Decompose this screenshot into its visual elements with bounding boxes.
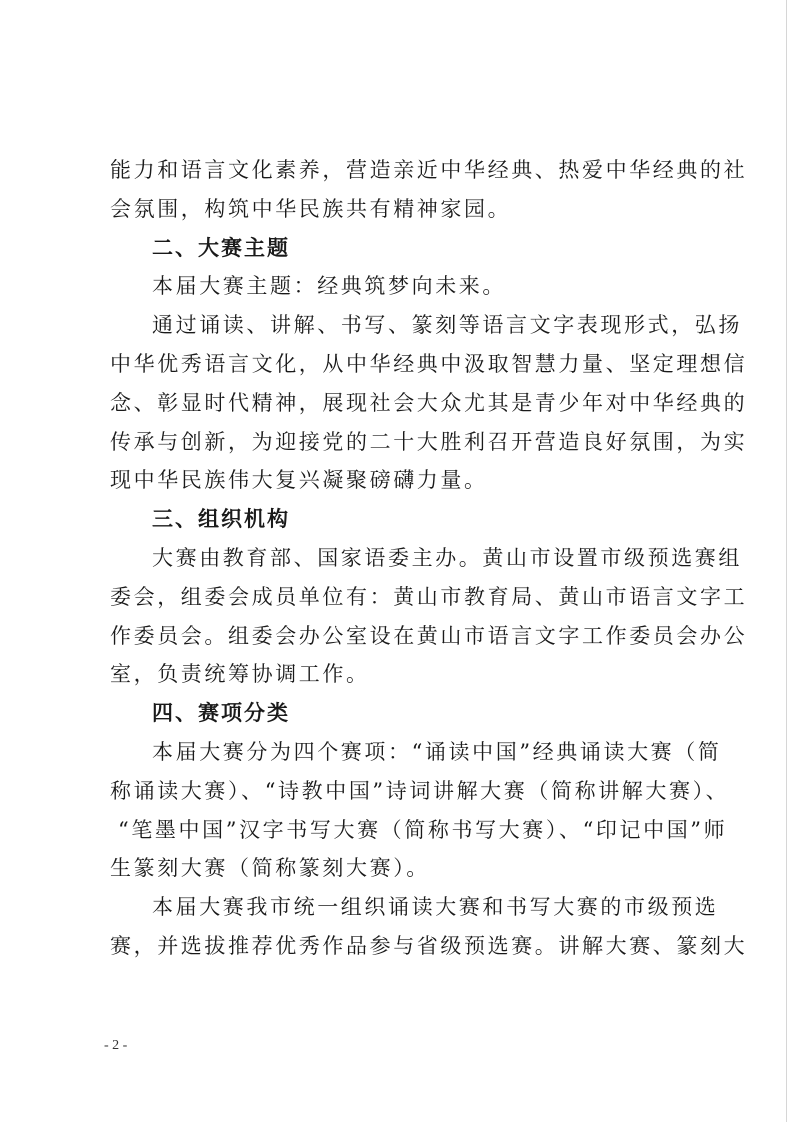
body-text-line: “笔墨中国”汉字书写大赛（简称书写大赛）、“印记中国”师 xyxy=(118,818,728,842)
body-text-line: 念、彰显时代精神，展现社会大众尤其是青少年对中华经典的 xyxy=(110,391,748,415)
body-text-line: 赛，并选拔推荐优秀作品参与省级预选赛。讲解大赛、篆刻大 xyxy=(110,934,748,958)
section-heading-theme: 二、大赛主题 xyxy=(152,236,290,260)
body-text-line: 生篆刻大赛（简称篆刻大赛）。 xyxy=(110,856,430,880)
body-text-line: 本届大赛我市统一组织诵读大赛和书写大赛的市级预选 xyxy=(152,895,719,919)
body-text-line: 作委员会。组委会办公室设在黄山市语言文字工作委员会办公 xyxy=(110,624,748,648)
body-text-line: 通过诵读、讲解、书写、篆刻等语言文字表现形式，弘扬 xyxy=(152,313,742,337)
body-text-line: 委会，组委会成员单位有：黄山市教育局、黄山市语言文字工 xyxy=(110,585,748,609)
section-heading-organization: 三、组织机构 xyxy=(152,507,290,531)
body-text-line: 传承与创新，为迎接党的二十大胜利召开营造良好氛围，为实 xyxy=(110,430,748,454)
body-text-line: 本届大赛主题：经典筑梦向未来。 xyxy=(152,274,506,298)
body-text-line: 能力和语言文化素养，营造亲近中华经典、热爱中华经典的社 xyxy=(110,158,748,182)
body-text-line: 室，负责统筹协调工作。 xyxy=(110,662,370,686)
body-text-line: 现中华民族伟大复兴凝聚磅礴力量。 xyxy=(110,468,488,492)
section-heading-categories: 四、赛项分类 xyxy=(152,701,290,725)
page-number: - 2 - xyxy=(104,1038,128,1053)
body-text-line: 会氛围，构筑中华民族共有精神家园。 xyxy=(110,197,512,221)
body-text-line: 本届大赛分为四个赛项：“诵读中国”经典诵读大赛（简 xyxy=(152,740,722,764)
page-edge-divider xyxy=(786,0,787,1122)
body-text-line: 称诵读大赛）、“诗教中国”诗词讲解大赛（简称讲解大赛）、 xyxy=(110,779,730,803)
body-text-line: 大赛由教育部、国家语委主办。黄山市设置市级预选赛组 xyxy=(152,546,742,570)
body-text-line: 中华优秀语言文化，从中华经典中汲取智慧力量、坚定理想信 xyxy=(110,352,748,376)
